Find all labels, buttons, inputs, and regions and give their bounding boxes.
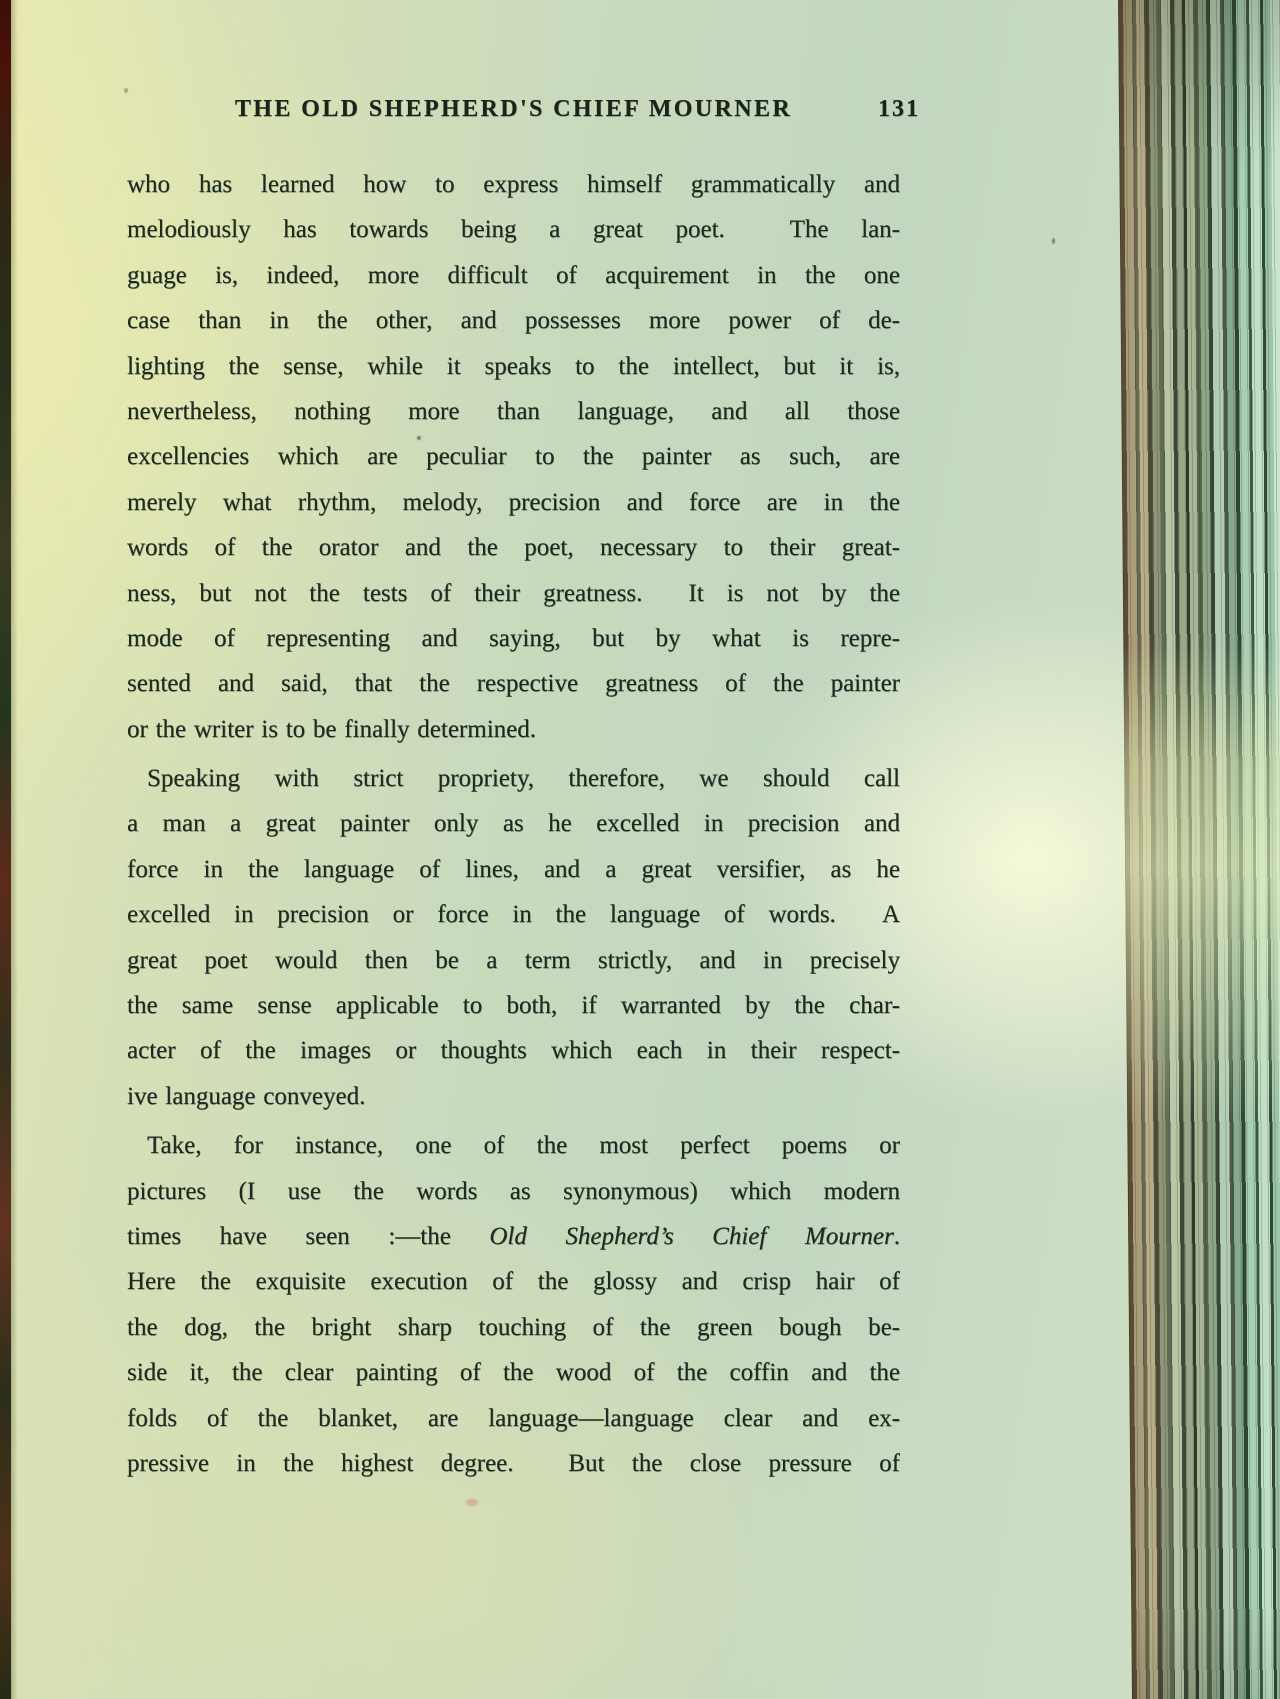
text-line — [127, 389, 900, 434]
paragraph — [127, 1123, 900, 1486]
text-line — [127, 707, 900, 752]
text-line — [127, 1396, 900, 1441]
line-text: mode of representing and saying, but by what is repre- — [127, 624, 900, 652]
page-title: THE OLD SHEPHERD'S CHIEF MOURNER — [234, 96, 793, 122]
line-text: excellencies which are peculiar to the painter as such, are — [127, 443, 900, 471]
text-line — [127, 298, 900, 343]
text-line — [127, 1074, 900, 1119]
line-text: merely what rhythm, melody, precision and force are in the — [127, 488, 900, 516]
text-line — [127, 1441, 900, 1486]
line-text: nevertheless, nothing more than language, and all those — [127, 397, 900, 425]
line-text: ive language conveyed. — [127, 1082, 366, 1110]
paragraph — [127, 756, 900, 1119]
line-text: sented and said, that the respective greatness of the painter — [127, 670, 900, 698]
line-text: melodiously has towards being a great poet. The lan- — [127, 216, 900, 244]
text-line — [127, 1259, 900, 1304]
text-line — [127, 801, 900, 846]
line-text: guage is, indeed, more difficult of acquirement in the one — [127, 261, 900, 289]
text-line — [127, 525, 900, 570]
text-line — [127, 162, 900, 207]
text-line — [127, 1123, 900, 1168]
line-text: Here the exquisite execution of the glossy and crisp hair of — [127, 1268, 900, 1296]
text-line — [127, 571, 900, 616]
text-line — [127, 616, 900, 661]
line-text: case than in the other, and possesses more power of de- — [127, 307, 900, 335]
book-fore-edge-pages — [1118, 0, 1280, 1699]
text-line — [127, 847, 900, 892]
line-text: force in the language of lines, and a great versifier, as he — [127, 855, 900, 883]
paragraph — [127, 162, 900, 752]
line-text: folds of the blanket, are language—language clear and ex- — [127, 1404, 900, 1432]
line-text: the same sense applicable to both, if warranted by the char- — [127, 992, 900, 1020]
line-text: who has learned how to express himself grammatically and — [127, 171, 900, 198]
line-text: Take, for instance, one of the most perfect poems or — [147, 1132, 900, 1160]
italic-picture-title: Old Shepherd’s Chief Mourner — [489, 1222, 894, 1250]
line-text: lighting the sense, while it speaks to the intellect, but it is, — [127, 352, 900, 380]
page-number: 131 — [878, 96, 920, 122]
running-header — [127, 96, 920, 130]
paper-speck — [1052, 238, 1055, 244]
line-text: Speaking with strict propriety, therefore, we should call — [147, 765, 900, 793]
text-line — [127, 938, 900, 983]
line-text: acter of the images or thoughts which each in their respect- — [127, 1037, 900, 1065]
book-spine-edge — [0, 0, 11, 1699]
line-text: side it, the clear painting of the wood of the coffin and the — [127, 1359, 900, 1387]
line-text: words of the orator and the poet, necessary to their great- — [127, 534, 900, 562]
line-text: the dog, the bright sharp touching of the green bough be- — [127, 1313, 900, 1341]
line-text: times have seen :—the — [127, 1222, 490, 1250]
line-text: ness, but not the tests of their greatness. It is not by the — [127, 579, 900, 607]
body-text — [127, 162, 900, 1486]
line-text: great poet would then be a term strictly, and in precisely — [127, 946, 900, 974]
text-line — [127, 480, 900, 525]
ink-speck — [417, 436, 421, 440]
line-text: pressive in the highest degree. But the close pressure of — [127, 1449, 900, 1477]
line-text: a man a great painter only as he excelled in precision and — [127, 810, 900, 838]
line-text: excelled in precision or force in the language of words. A — [127, 901, 900, 929]
paper-speck — [124, 88, 128, 93]
text-line — [127, 1350, 900, 1395]
line-text: . — [893, 1222, 900, 1250]
text-line — [127, 983, 900, 1028]
text-line — [127, 756, 900, 801]
text-line — [127, 344, 900, 389]
text-line — [127, 1169, 900, 1214]
line-text: pictures (I use the words as synonymous) which modern — [127, 1177, 900, 1205]
text-line — [127, 207, 900, 252]
text-line — [127, 1028, 900, 1073]
pink-smudge — [466, 1499, 478, 1506]
text-line — [127, 253, 900, 298]
text-line — [127, 892, 900, 937]
text-line — [127, 661, 900, 706]
text-line — [127, 434, 900, 479]
text-line — [127, 1305, 900, 1350]
line-text: or the writer is to be finally determined. — [127, 715, 536, 743]
text-line — [127, 1214, 900, 1259]
